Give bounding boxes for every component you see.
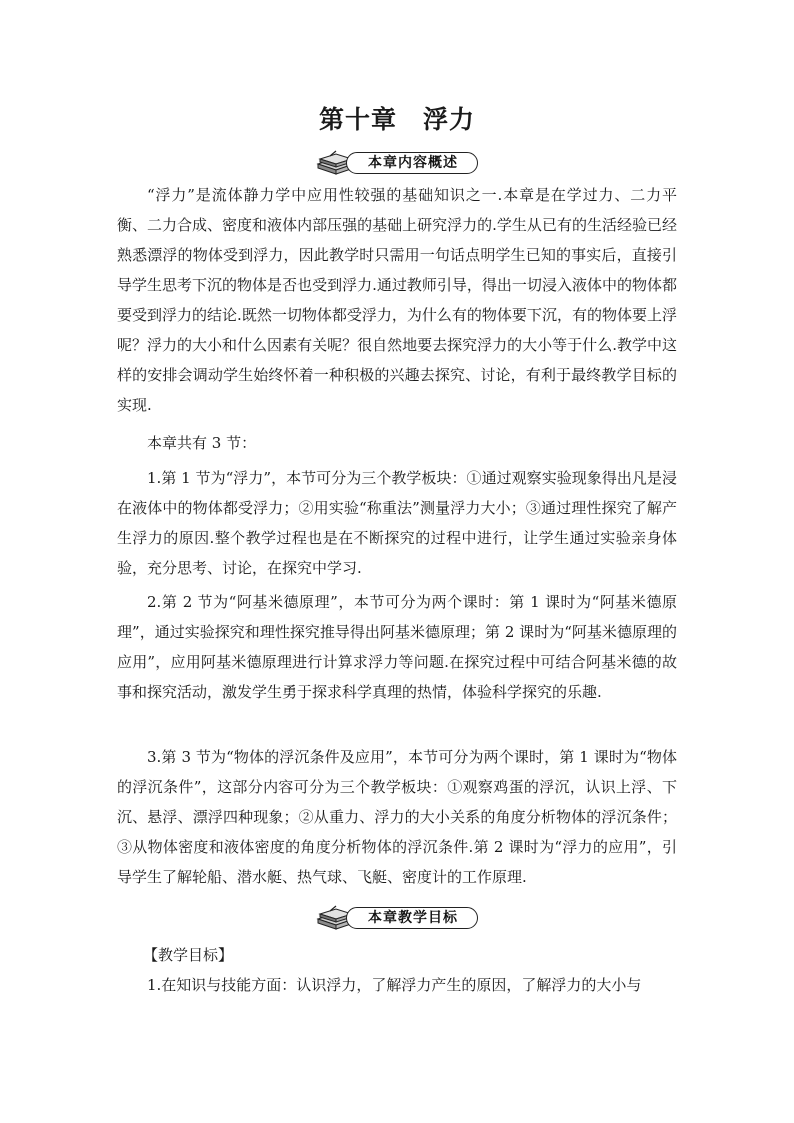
intro-paragraph: “浮力”是流体静力学中应用性较强的基础知识之一.本章是在学过力、二力平衡、二力合成、密度和液体内部压强的基础上研究浮力的.学生从已有的生活经验已经熟悉漂浮的物体受到浮力，因此教学时只需用一句话点明学生已知的事实后，直接引导学生思考下沉的物体是否也受到浮力.通过教师引导，得出一切浸入液体中的物体都要受到浮力的结论.既然一切物体都受浮力，为什么有的物体要下沉，有的物体要上浮呢？浮力的大小和什么因素有关呢？很自然地要去探究浮力的大小等于什么.教学中这样的安排会调动学生始终怀着一种积极的兴趣去探究、讨论，有利于最终教学目标的实现. — [117, 186, 677, 414]
objectives-heading: 【教学目标】 — [143, 946, 234, 964]
overview-badge-pill — [346, 152, 478, 174]
objectives-item-1: 1.在知识与技能方面：认识浮力，了解浮力产生的原因，了解浮力的大小与 — [147, 976, 642, 994]
chapter-title — [0, 100, 794, 136]
section-3-description: 3.第 3 节为“物体的浮沉条件及应用”，本节可分为两个课时，第 1 课时为“物体的浮沉条件”，这部分内容可分为三个教学板块：①观察鸡蛋的浮沉，认识上浮、下沉、悬浮、漂浮四种现象；②从重力、浮力的大小关系的角度分析物体的浮沉条件；③从物体密度和液体密度的角度分析物体的浮沉条件.第 2 课时为“浮力的应用”，引导学生了解轮船、潜水艇、热气球、飞艇、密度计的工作原理. — [117, 748, 677, 886]
sections-count: 本章共有 3 节： — [147, 434, 257, 452]
overview-badge-label: 本章内容概述 — [368, 155, 458, 171]
objectives-badge-label: 本章教学目标 — [368, 910, 458, 926]
section-2-description: 2.第 2 节为“阿基米德原理”，本节可分为两个课时：第 1 课时为“阿基米德原理”，通过实验探究和理性探究推导得出阿基米德原理；第 2 课时为“阿基米德原理的应用”，应用阿基米德原理进行计算求浮力等问题.在探究过程中可结合阿基米德的故事和探究活动，激发学生勇于探求科学真理的热情，体验科学探究的乐趣. — [117, 593, 677, 701]
section-1-description: 1.第 1 节为“浮力”，本节可分为三个教学板块：①通过观察实验现象得出凡是浸在液体中的物体都受浮力；②用实验“称重法”测量浮力大小；③通过理性探究了解产生浮力的原因.整个教学过程也是在不断探究的过程中进行，让学生通过实验亲身体验，充分思考、讨论，在探究中学习. — [117, 469, 677, 577]
objectives-section-badge — [316, 905, 480, 931]
chapter-number: 第十章 — [318, 105, 397, 134]
overview-section-badge — [316, 150, 480, 176]
objectives-badge-pill — [346, 907, 478, 929]
chapter-name: 浮力 — [423, 105, 476, 134]
